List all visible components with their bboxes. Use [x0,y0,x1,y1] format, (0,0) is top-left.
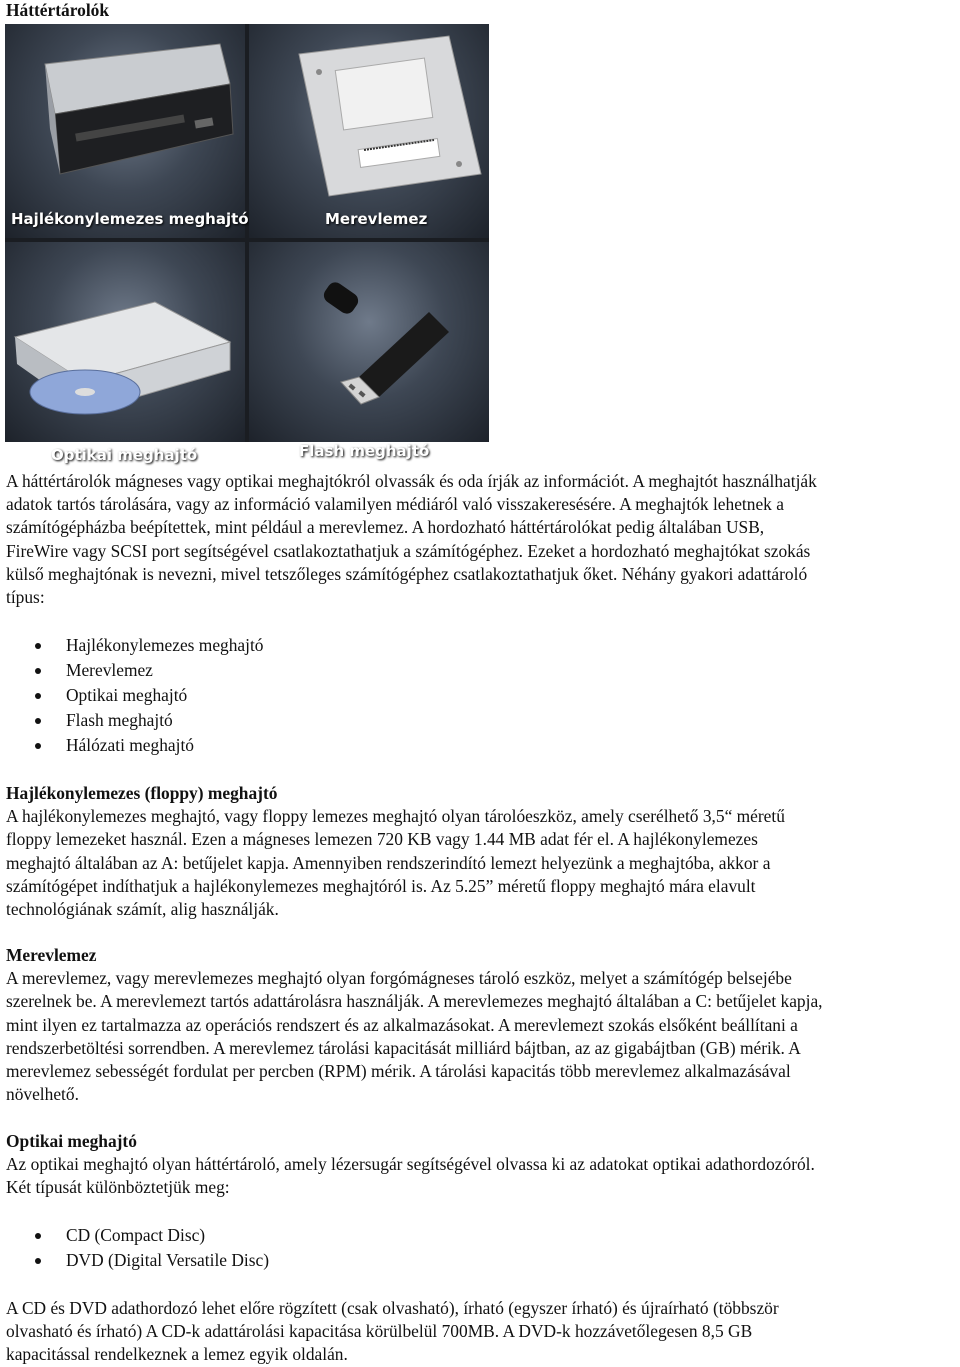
section-heading: Optikai meghajtó [6,1131,137,1151]
hard-disk-picture [249,24,489,238]
paragraph-line: rendszerbetöltési sorrendben. A merevlemez tárolási kapacitását milliárd bájtban, az az gigabájtban (GB) mérik. A [6,1037,801,1058]
paragraph-line: szerelnek be. A merevlemezt tartós adattárolásra használják. A merevlemezes meghajtó általában a C: betűjelet kapja, [6,991,823,1012]
hdd-section [6,944,960,1106]
intro-line: FireWire vagy SCSI port segítségével csatlakoztathatjuk a számítógéphez. Ezeket a hordozható meghajtókat szokás [6,540,811,561]
intro-line: adatok tartós tárolására, vagy az információ valamilyen médiáról való visszakeresésére. A meghajtók lehetnek a [6,494,784,515]
paragraph-line: merevlemez sebességét fordulat per percben (RPM) mérik. A tárolási kapacitás több merevlemez alkalmazásával [6,1061,791,1082]
storage-devices-image [5,24,489,464]
paragraph-line: technológiának számít, alig használják. [6,899,279,920]
paragraph-line: floppy lemezeket használ. Ezen a mágneses lemezen 720 KB vagy 1.44 MB adat fér el. A hajlékonylemezes [6,829,758,850]
paragraph-line: kapacitással rendelkeznek a lemez egyik oldalán. [6,1344,348,1365]
intro-line: típus: [6,587,45,608]
paragraph-line: A merevlemez, vagy merevlemezes meghajtó olyan forgómágneses tároló eszköz, melyet a számítógép belsejébe [6,968,792,989]
intro-line: számítógépházba beépítettek, mint például a merevlemez. A hordozható háttértárolókat pedig általában USB, [6,517,765,538]
optical-drive-picture [5,242,245,442]
intro-line: külső meghajtónak is nevezni, mivel tetszőleges számítógéphez csatlakoztathatjuk őket. Néhány gyakori adattároló [6,563,808,584]
intro-line: A háttértárolók mágneses vagy optikai meghajtókról olvassák és oda írják az információt. A meghajtót használhatják [6,471,817,491]
paragraph-line: mint ilyen ez tartalmazza az operációs rendszert és az alkalmazásokat. A merevlemezt szokás elsőként beállítani a [6,1014,798,1035]
flash-label: Flash meghajtó [299,442,430,460]
paragraph-line: számítógépet indíthatjuk a hajlékonylemezes meghajtóról is. Az 5.25” méretű floppy meghajtó mára elavult [6,875,756,896]
list-item: Flash meghajtó [0,708,264,733]
section-heading: Merevlemez [6,945,97,965]
list-item: DVD (Digital Versatile Disc) [0,1248,269,1273]
section-heading: Hajlékonylemezes (floppy) meghajtó [6,783,278,803]
paragraph-line: A hajlékonylemezes meghajtó, vagy floppy lemezes meghajtó olyan tárolóeszköz, amely cserélhető 3,5“ méretű [6,806,785,827]
flash-drive-picture [249,242,489,442]
flash-drive-panel [249,242,489,460]
optical-types-list [0,1223,269,1273]
page-title: Háttértárolók [6,0,110,20]
paragraph-line: olvasható és írható) A CD-k adattárolási kapacitása körülbelül 700MB. A DVD-k hozzávetőlegesen 8,5 GB [6,1321,753,1342]
hdd-label: Merevlemez [325,210,428,228]
paragraph-line: növelhető. [6,1084,79,1105]
list-item: Hálózati meghajtó [0,733,264,758]
optical-section [6,1130,960,1200]
paragraph-line: Két típusát különböztetjük meg: [6,1177,230,1198]
optical-label: Optikai meghajtó [51,446,198,464]
floppy-drive-picture [5,24,245,238]
floppy-section [6,782,960,921]
list-item: CD (Compact Disc) [0,1223,269,1248]
paragraph-line: Az optikai meghajtó olyan háttértároló, amely lézersugár segítségével olvassa ki az adatokat optikai adathordozóról. [6,1154,815,1175]
list-item: Hajlékonylemezes meghajtó [0,633,264,658]
optical-after-paragraph [6,1297,960,1367]
storage-types-list [0,633,264,758]
optical-drive-panel [5,242,245,464]
paragraph-line: meghajtó általában az A: betűjelet kapja. Amennyiben rendszerindító lemezt helyezünk a meghajtóba, akkor a [6,852,771,873]
paragraph-line: A CD és DVD adathordozó lehet előre rögzített (csak olvasható), írható (egyszer írható) és újraírható (többször [6,1298,779,1318]
floppy-label: Hajlékonylemezes meghajtó [11,210,249,228]
floppy-drive-panel [5,24,249,238]
hdd-panel [249,24,489,238]
list-item: Optikai meghajtó [0,683,264,708]
list-item: Merevlemez [0,658,264,683]
intro-paragraph [6,470,960,609]
